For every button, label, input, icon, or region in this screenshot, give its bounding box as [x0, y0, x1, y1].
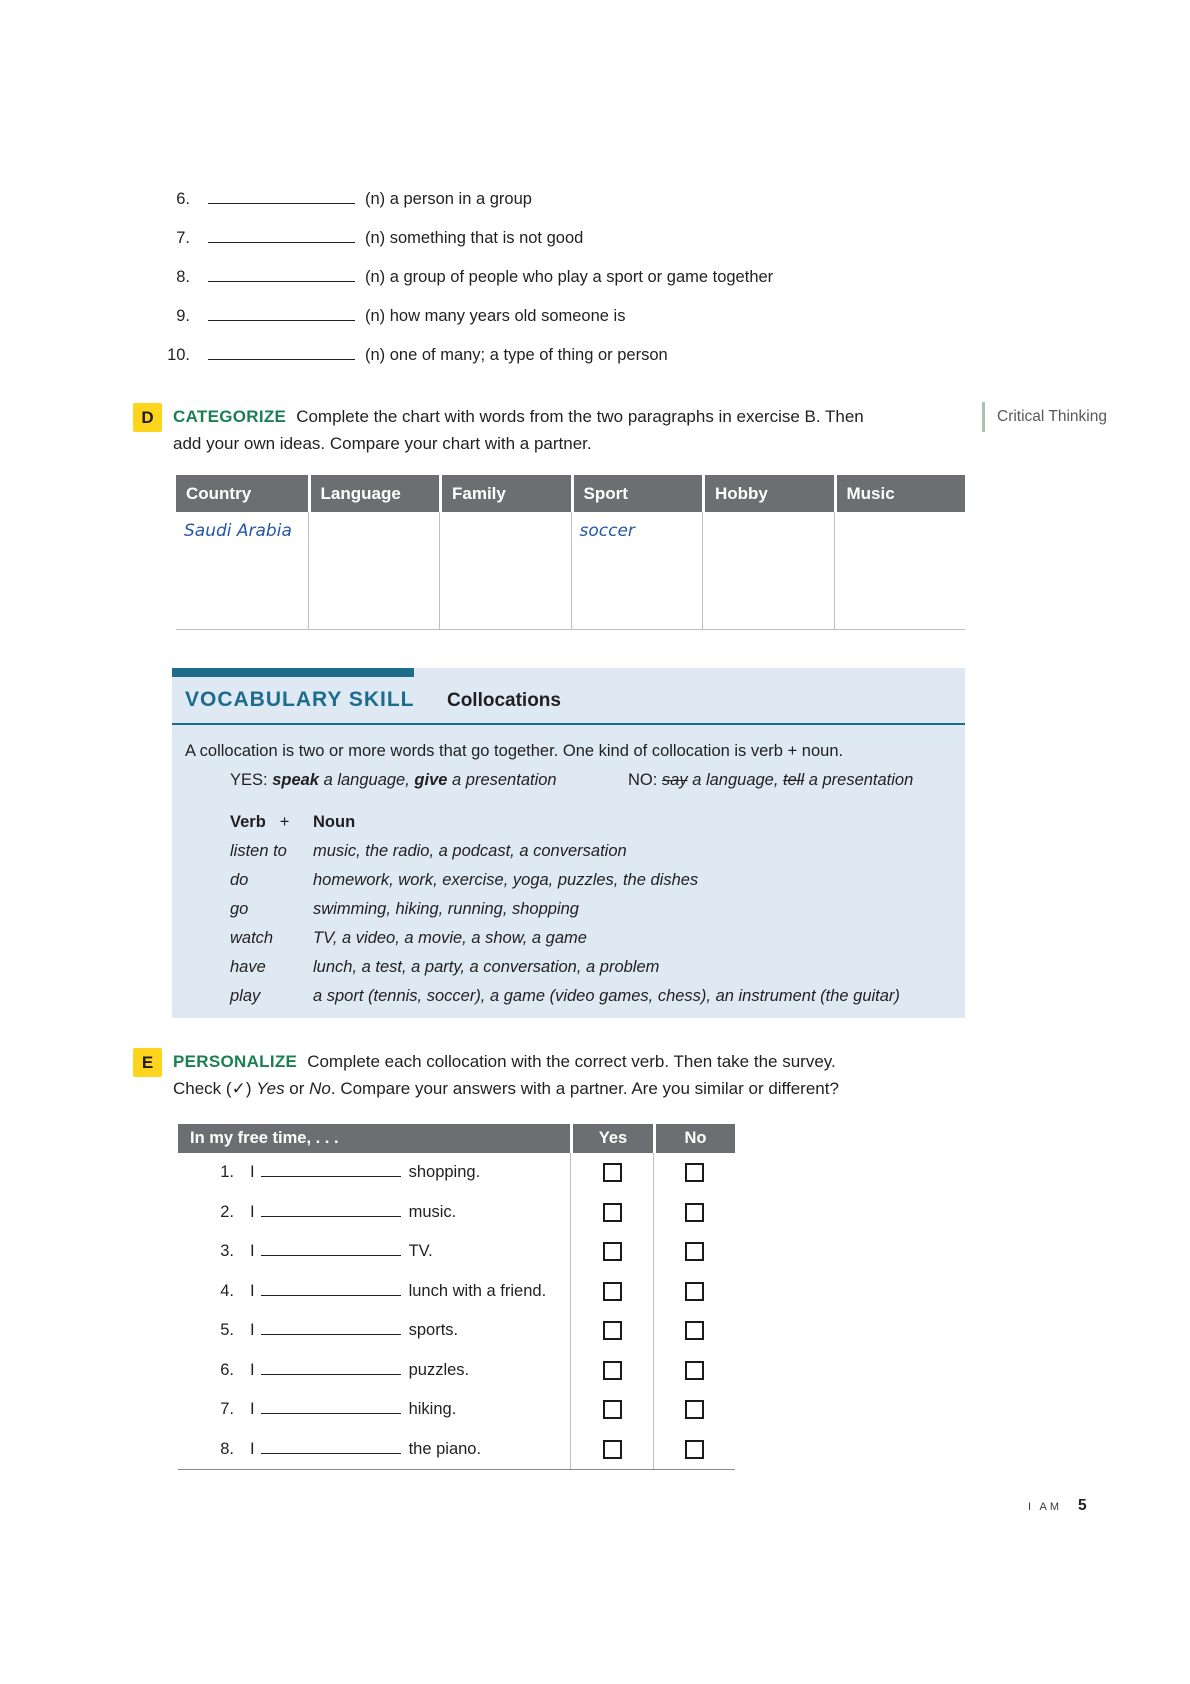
row-number: 6.: [220, 1360, 234, 1379]
yes-checkbox[interactable]: [603, 1242, 622, 1261]
verb: watch: [230, 929, 274, 947]
row-subject: I: [250, 1439, 255, 1458]
yes-verb-1: speak: [272, 771, 319, 789]
instructions-line-2: Check (✓) Yes or No. Compare your answers with a partner. Are you similar or different?: [173, 1079, 839, 1098]
item-number: 8.: [176, 268, 190, 286]
survey-header-yes: Yes: [570, 1124, 653, 1153]
definitions-list: [145, 190, 773, 385]
answer-blank[interactable]: [208, 316, 355, 321]
answer-blank[interactable]: [208, 199, 355, 204]
nouns: swimming, hiking, running, shopping: [313, 900, 579, 918]
yes-noun-2: a presentation: [447, 771, 557, 789]
answer-blank[interactable]: [208, 355, 355, 360]
row-number: 3.: [220, 1242, 234, 1260]
verb-noun-row: [230, 982, 955, 1011]
chart-cell-music[interactable]: [834, 512, 966, 630]
survey-row: [178, 1193, 735, 1233]
yes-noun-1: a language,: [318, 771, 415, 789]
verb-blank[interactable]: [261, 1330, 401, 1335]
yes-checkbox[interactable]: [603, 1321, 622, 1340]
vocab-accent-bar: [172, 668, 414, 677]
yes-label: YES:: [230, 771, 273, 789]
nouns: lunch, a test, a party, a conversation, a problem: [313, 958, 660, 976]
survey-table: [178, 1124, 735, 1470]
definition-text: (n) one of many; a type of thing or person: [365, 346, 668, 364]
chart-cell-country[interactable]: [176, 512, 308, 630]
handwritten-entry: soccer: [579, 521, 635, 541]
yes-verb-2: give: [414, 771, 448, 789]
row-subject: I: [250, 1281, 255, 1300]
row-subject: I: [250, 1242, 255, 1260]
vocab-examples-line: [230, 771, 913, 790]
survey-row: [178, 1311, 735, 1351]
row-subject: I: [250, 1202, 255, 1221]
verb-header: Verb +: [230, 813, 290, 831]
no-word: No: [309, 1079, 331, 1098]
chart-header-family: Family: [439, 475, 571, 512]
verb: do: [230, 871, 249, 889]
vocab-header: [185, 688, 965, 712]
survey-row: [178, 1232, 735, 1272]
definition-text: (n) a group of people who play a sport or game together: [365, 268, 774, 286]
item-number: 9.: [176, 307, 190, 325]
no-checkbox[interactable]: [685, 1203, 704, 1222]
no-examples: [628, 771, 913, 790]
nouns: homework, work, exercise, yoga, puzzles, the dishes: [313, 871, 699, 889]
page-number: 5: [1078, 1497, 1087, 1514]
yes-checkbox[interactable]: [603, 1440, 622, 1459]
row-subject: I: [250, 1321, 255, 1339]
survey-row: [178, 1153, 735, 1193]
row-ending: the piano.: [408, 1439, 482, 1458]
verb-noun-row: [230, 924, 955, 953]
vocabulary-skill-box: [172, 668, 965, 1018]
definition-item: [145, 190, 773, 229]
instructions-line-1: Complete the chart with words from the two paragraphs in exercise B. Then: [296, 407, 864, 426]
vocab-divider-rule: [172, 723, 965, 725]
definition-text: (n) how many years old someone is: [365, 307, 626, 325]
yes-checkbox[interactable]: [603, 1203, 622, 1222]
nouns: TV, a video, a movie, a show, a game: [313, 929, 587, 947]
chart-header-sport: Sport: [571, 475, 703, 512]
answer-blank[interactable]: [208, 238, 355, 243]
chart-header-language: Language: [308, 475, 440, 512]
vocab-topic: Collocations: [446, 690, 561, 711]
exercise-e-instructions: [173, 1048, 873, 1102]
verb-blank[interactable]: [261, 1212, 401, 1217]
yes-examples: [230, 771, 628, 790]
survey-header-title: In my free time, . . .: [178, 1124, 570, 1153]
verb-noun-header: [230, 808, 955, 837]
survey-row: [178, 1351, 735, 1391]
row-number: 7.: [220, 1400, 234, 1418]
no-checkbox[interactable]: [685, 1242, 704, 1261]
chart-cell-family[interactable]: [439, 512, 571, 630]
noun-header: Noun: [313, 813, 356, 831]
definition-text: (n) a person in a group: [365, 190, 532, 208]
survey-row: [178, 1430, 735, 1470]
row-ending: TV.: [408, 1242, 433, 1260]
no-label: NO:: [628, 771, 662, 789]
page-footer: [1028, 1497, 1087, 1515]
no-checkbox[interactable]: [685, 1440, 704, 1459]
item-number: 10.: [167, 346, 190, 364]
exercise-e-badge: E: [133, 1048, 162, 1077]
survey-body: [178, 1153, 735, 1470]
exercise-d: [133, 403, 873, 457]
yes-checkbox[interactable]: [603, 1163, 622, 1182]
chart-header-row: [176, 475, 965, 512]
row-number: 5.: [220, 1321, 234, 1339]
plus-sign: +: [279, 813, 290, 831]
row-subject: I: [250, 1400, 255, 1418]
exercise-e: [133, 1048, 873, 1102]
verb-blank[interactable]: [261, 1172, 401, 1177]
chart-header-hobby: Hobby: [702, 475, 834, 512]
row-ending: sports.: [408, 1321, 459, 1339]
survey-header-no: No: [653, 1124, 735, 1153]
row-subject: I: [250, 1360, 255, 1379]
chart-cell-sport[interactable]: [571, 512, 703, 630]
chart-body-row: [176, 512, 965, 630]
verb: go: [230, 900, 249, 918]
row-ending: music.: [408, 1202, 457, 1221]
no-checkbox[interactable]: [685, 1321, 704, 1340]
exercise-d-badge: D: [133, 403, 162, 432]
verb-blank[interactable]: [261, 1251, 401, 1256]
item-number: 6.: [176, 190, 190, 208]
verb: have: [230, 958, 266, 976]
definition-item: [145, 307, 773, 346]
exercise-d-title: CATEGORIZE: [173, 407, 287, 426]
unit-label: I AM: [1028, 1501, 1063, 1513]
row-ending: lunch with a friend.: [408, 1281, 547, 1300]
row-subject: I: [250, 1163, 255, 1181]
definition-item: [145, 229, 773, 268]
no-checkbox[interactable]: [685, 1400, 704, 1419]
no-noun-2: a presentation: [804, 771, 914, 789]
row-ending: shopping.: [408, 1163, 481, 1181]
verb-noun-row: [230, 866, 955, 895]
no-checkbox[interactable]: [685, 1361, 704, 1380]
nouns: music, the radio, a podcast, a conversation: [313, 842, 627, 860]
verb: listen to: [230, 842, 287, 860]
vocab-heading: VOCABULARY SKILL: [185, 688, 415, 711]
verb-noun-table: [230, 808, 955, 1011]
survey-header-row: [178, 1124, 735, 1153]
instructions-line-2: add your own ideas. Compare your chart with a partner.: [173, 434, 592, 453]
yes-checkbox[interactable]: [603, 1361, 622, 1380]
answer-blank[interactable]: [208, 277, 355, 282]
handwritten-entry: Saudi Arabia: [184, 521, 292, 541]
exercise-e-title: PERSONALIZE: [173, 1052, 298, 1071]
chart-cell-hobby[interactable]: [702, 512, 834, 630]
chart-header-country: Country: [176, 475, 308, 512]
no-verb-2: tell: [783, 771, 805, 789]
checkmark-glyph: ✓: [231, 1079, 246, 1098]
yes-word: Yes: [256, 1079, 285, 1098]
no-verb-1: say: [661, 771, 688, 789]
vocab-intro: A collocation is two or more words that go together. One kind of collocation is verb + noun.: [185, 742, 844, 760]
critical-thinking-label: [982, 402, 1107, 432]
row-number: 8.: [220, 1439, 234, 1458]
survey-row: [178, 1390, 735, 1430]
no-checkbox[interactable]: [685, 1282, 704, 1301]
row-number: 1.: [220, 1163, 234, 1181]
definition-text: (n) something that is not good: [365, 229, 584, 247]
yes-checkbox[interactable]: [603, 1282, 622, 1301]
verb-blank[interactable]: [261, 1449, 401, 1454]
verb-blank[interactable]: [261, 1409, 401, 1414]
no-checkbox[interactable]: [685, 1163, 704, 1182]
categorize-chart: [176, 475, 965, 630]
verb-noun-row: [230, 895, 955, 924]
critical-thinking-text: Critical Thinking: [997, 408, 1107, 425]
row-ending: hiking.: [408, 1400, 457, 1418]
yes-checkbox[interactable]: [603, 1400, 622, 1419]
definition-item: [145, 268, 773, 307]
verb: play: [230, 987, 261, 1005]
verb-blank[interactable]: [261, 1291, 401, 1296]
row-number: 4.: [220, 1281, 234, 1300]
survey-row: [178, 1272, 735, 1312]
verb-blank[interactable]: [261, 1370, 401, 1375]
chart-header-music: Music: [834, 475, 966, 512]
no-noun-1: a language,: [687, 771, 784, 789]
item-number: 7.: [176, 229, 190, 247]
verb-noun-row: [230, 953, 955, 982]
exercise-d-instructions: [173, 403, 873, 457]
row-ending: puzzles.: [408, 1360, 470, 1379]
nouns: a sport (tennis, soccer), a game (video games, chess), an instrument (the guitar): [313, 987, 900, 1005]
verb-noun-row: [230, 837, 955, 866]
instructions-line-1: Complete each collocation with the correct verb. Then take the survey.: [307, 1052, 836, 1071]
row-number: 2.: [220, 1202, 234, 1221]
definition-item: [145, 346, 773, 385]
chart-cell-language[interactable]: [308, 512, 440, 630]
